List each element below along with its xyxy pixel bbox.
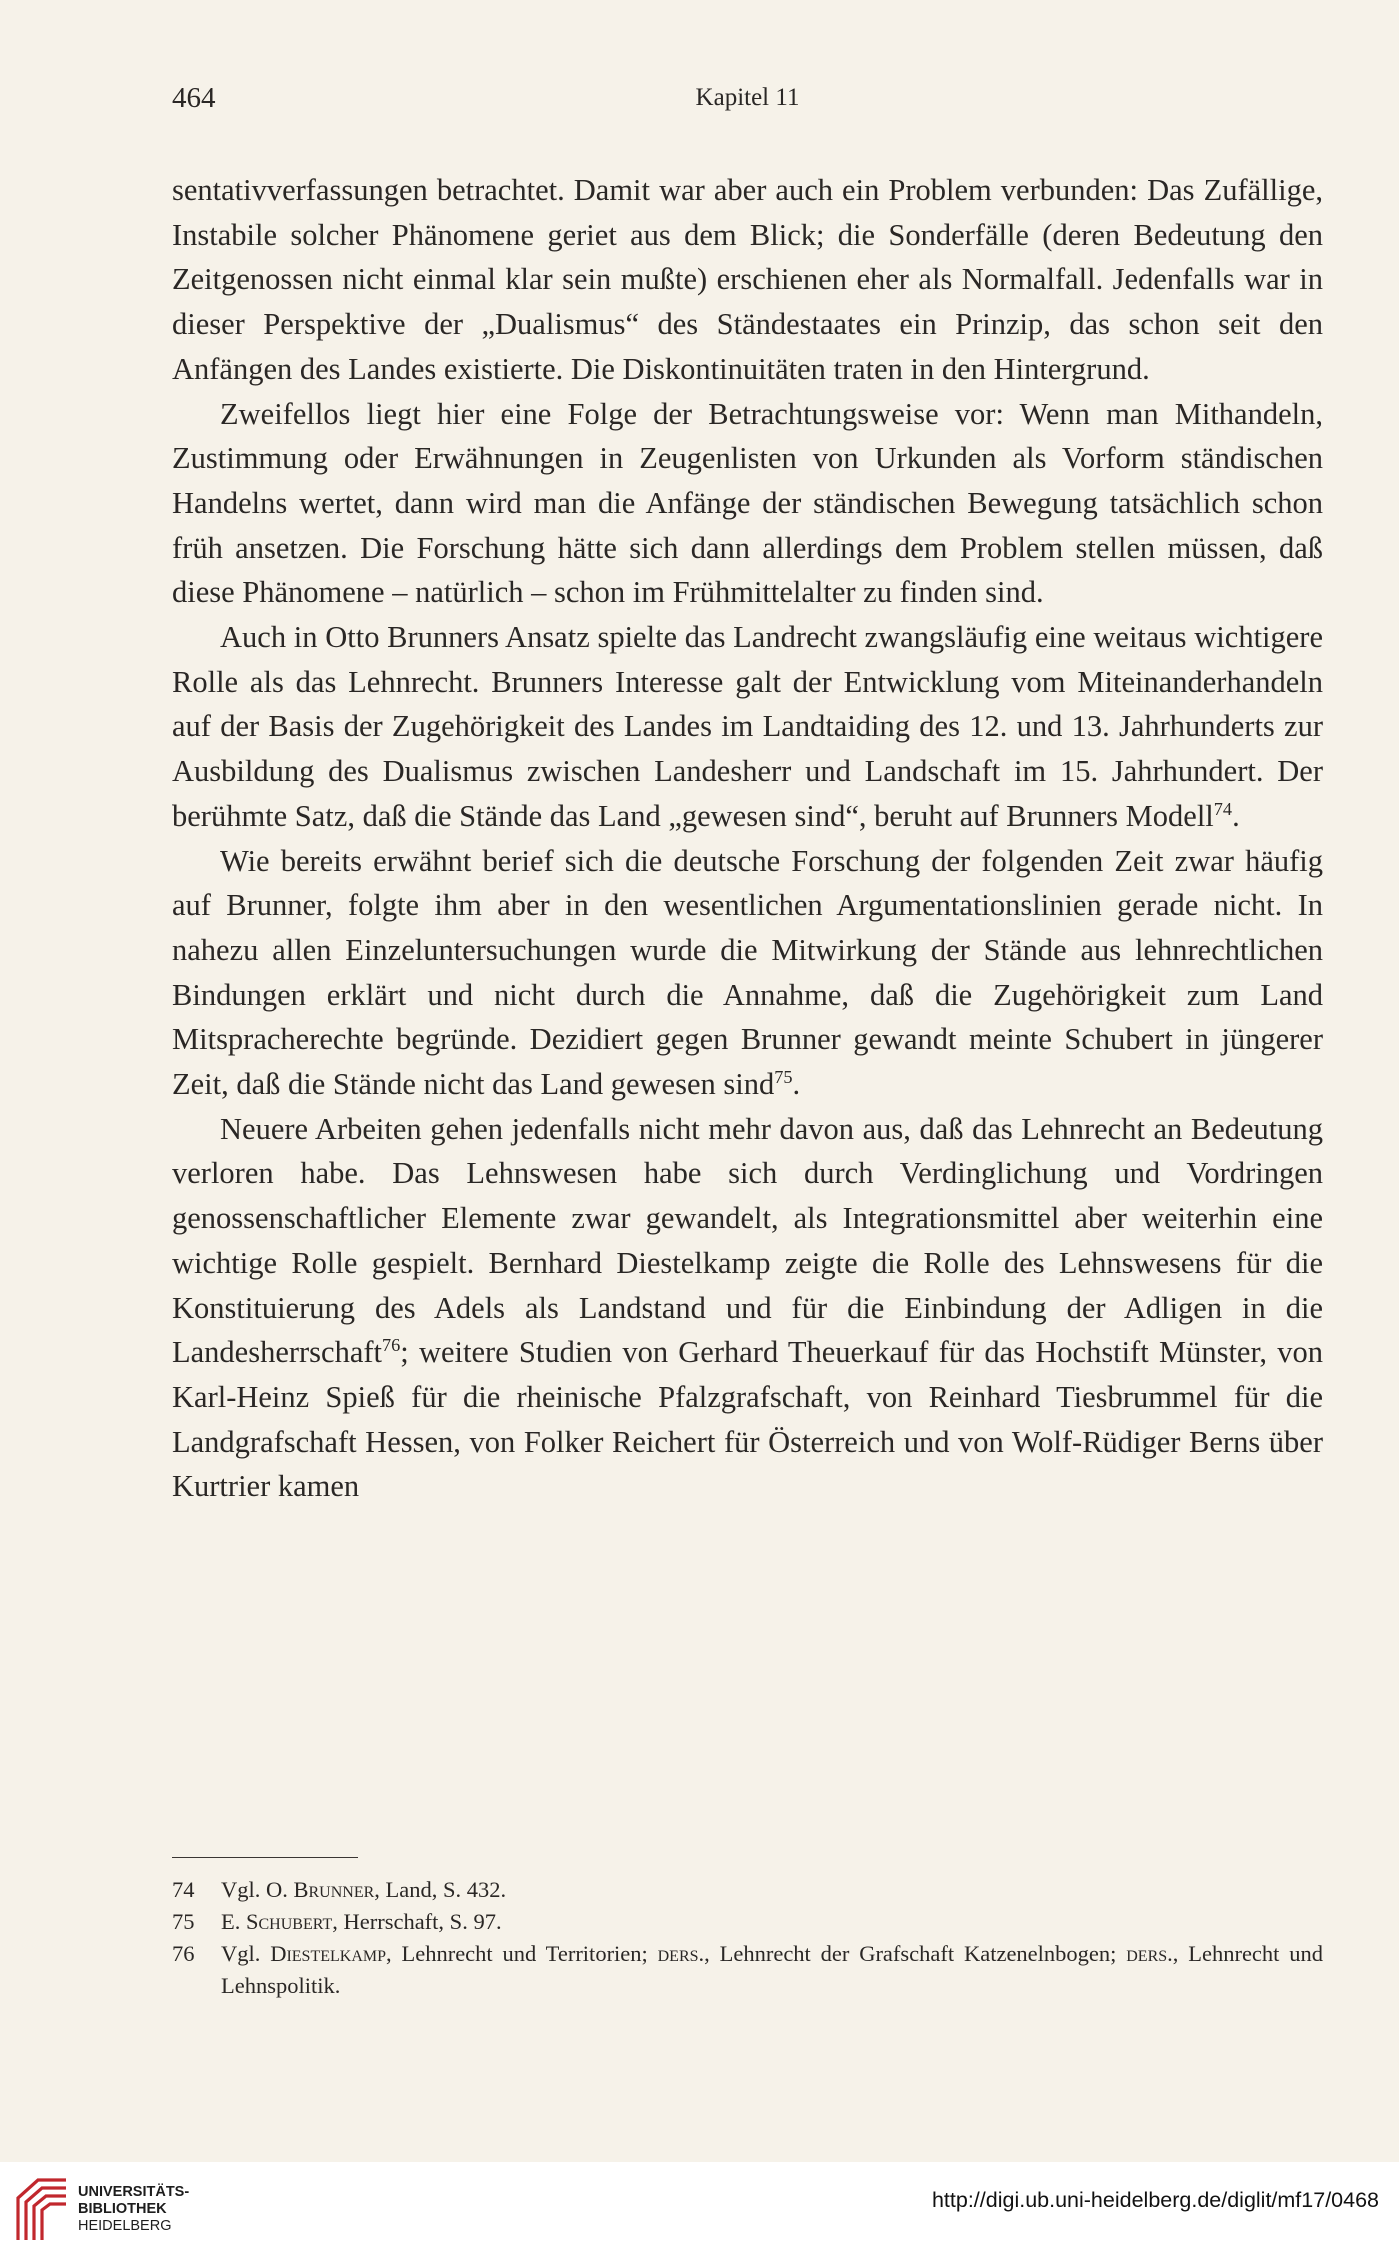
page-url-link[interactable]: http://digi.ub.uni-heidelberg.de/diglit/mf17/0468 [931, 2188, 1379, 2212]
text-run: Vgl. [221, 1941, 271, 1966]
footnote-ref: 76 [382, 1335, 401, 1356]
text-run: , Herrschaft, S. 97. [332, 1909, 502, 1934]
paragraph [172, 839, 1323, 1107]
text-run: ; weitere Studien von Gerhard Theuerkauf für das Hochstift Münster, von Karl-Heinz Spieß für die rheinische Pfalzgrafschaft, von Reinhard Tiesbrummel für die Landgrafschaft Hessen, von Folker Reichert für Österreich und von Wolf-Rüdiger Berns über Kurtrier kamen [172, 1335, 1323, 1504]
author-name: Schubert [246, 1909, 333, 1934]
library-name-line: BIBLIOTHEK [78, 2201, 167, 2217]
chapter-title: Kapitel 11 [695, 84, 800, 111]
footnote-number: 74 [172, 1877, 195, 1902]
library-name-line: UNIVERSITÄTS- [78, 2184, 190, 2200]
library-logo-icon [12, 2176, 70, 2242]
footnote [172, 1906, 1323, 1938]
footnote-separator [172, 1857, 358, 1858]
text-run: E. [221, 1909, 246, 1934]
author-name: ders [657, 1941, 699, 1966]
digitization-footer [0, 2162, 1399, 2260]
library-name-line: HEIDELBERG [78, 2218, 172, 2234]
footnote-number: 75 [172, 1909, 195, 1934]
library-name [78, 2184, 189, 2235]
footnote-ref: 74 [1213, 798, 1233, 819]
body-text [172, 168, 1323, 1509]
text-run: . [792, 1067, 801, 1102]
author-name: Diestelkamp [270, 1941, 387, 1966]
footnotes [172, 1874, 1323, 2002]
paragraph [172, 168, 1323, 392]
footnote-ref: 75 [774, 1066, 793, 1087]
footnote [172, 1874, 1323, 1906]
text-run: , Land, S. 432. [374, 1877, 507, 1902]
text-run: sentativverfassungen betrachtet. Damit war aber auch ein Problem verbunden: Das Zufällige, Instabile solcher Phänomene geriet aus dem Blick; die Sonderfälle (deren Bedeutung den Zeitgenossen nicht einmal klar sein mußte) erschienen eher als Normalfall. Jedenfalls war in dieser Perspektive der „Dualismus“ des Ständestaates ein Prinzip, das schon seit den Anfängen des Landes existierte. Die Diskontinuitäten traten in den Hintergrund. [172, 173, 1323, 386]
paragraph [172, 392, 1323, 616]
paragraph [172, 615, 1323, 839]
text-run: Auch in Otto Brunners Ansatz spielte das Landrecht zwangsläufig eine weitaus wichtigere Rolle als das Lehnrecht. Brunners Interesse galt der Entwicklung vom Miteinanderhandeln auf der Basis der Zugehörigkeit des Landes im Landtaiding des 12. und 13. Jahrhunderts zur Ausbildung des Dualismus zwischen Landesherr und Landschaft im 15. Jahrhundert. Der berühmte Satz, daß die Stände das Land „gewesen sind“, beruht auf Brunners Modell [172, 620, 1323, 833]
paragraph [172, 1107, 1323, 1509]
author-name: ders [1126, 1941, 1168, 1966]
text-run: ., Lehnrecht der Grafschaft Katzenelnbogen; [698, 1941, 1127, 1966]
text-run: Vgl. O. [221, 1877, 294, 1902]
text-run: Wie bereits erwähnt berief sich die deutsche Forschung der folgenden Zeit zwar häufig auf Brunner, folgte ihm aber in den wesentlichen Argumentationslinien gerade nicht. In nahezu allen Einzeluntersuchungen wurde die Mitwirkung der Stände aus lehnrechtlichen Bindungen erklärt und nicht durch die Annahme, daß die Zugehörigkeit zum Land Mitspracherechte begründe. Dezidiert gegen Brunner gewandt meinte Schubert in jüngerer Zeit, daß die Stände nicht das Land gewesen sind [172, 843, 1323, 1102]
footnote [172, 1938, 1323, 2002]
text-run: Neuere Arbeiten gehen jedenfalls nicht mehr davon aus, daß das Lehnrecht an Bedeutung verloren habe. Das Lehnswesen habe sich durch Verdinglichung und Vordringen genossenschaftlicher Elemente zwar gewandelt, als Integrationsmittel aber weiterhin eine wichtige Rolle gespielt. Bernhard Diestelkamp zeigte die Rolle des Lehnswesens für die Konstituierung des Adels als Landstand und für die Einbindung der Adligen in die Landesherrschaft [172, 1111, 1323, 1370]
running-head [172, 82, 1323, 122]
text-run: . [1232, 798, 1240, 833]
page-number: 464 [172, 82, 216, 114]
text-run: Zweifellos liegt hier eine Folge der Betrachtungsweise vor: Wenn man Mithandeln, Zustimmung oder Erwähnungen in Zeugenlisten von Urkunden als Vorform ständischen Handelns wertet, dann wird man die Anfänge der ständischen Bewegung tatsächlich schon früh ansetzen. Die Forschung hätte sich dann allerdings dem Problem stellen müssen, daß diese Phänomene – natürlich – schon im Frühmittelalter zu finden sind. [172, 396, 1323, 610]
text-run: ., Lehnrecht und Lehnspolitik. [221, 1941, 1323, 1998]
footnote-number: 76 [172, 1941, 195, 1966]
author-name: Brunner [293, 1877, 375, 1902]
text-run: , Lehnrecht und Territorien; [386, 1941, 658, 1966]
